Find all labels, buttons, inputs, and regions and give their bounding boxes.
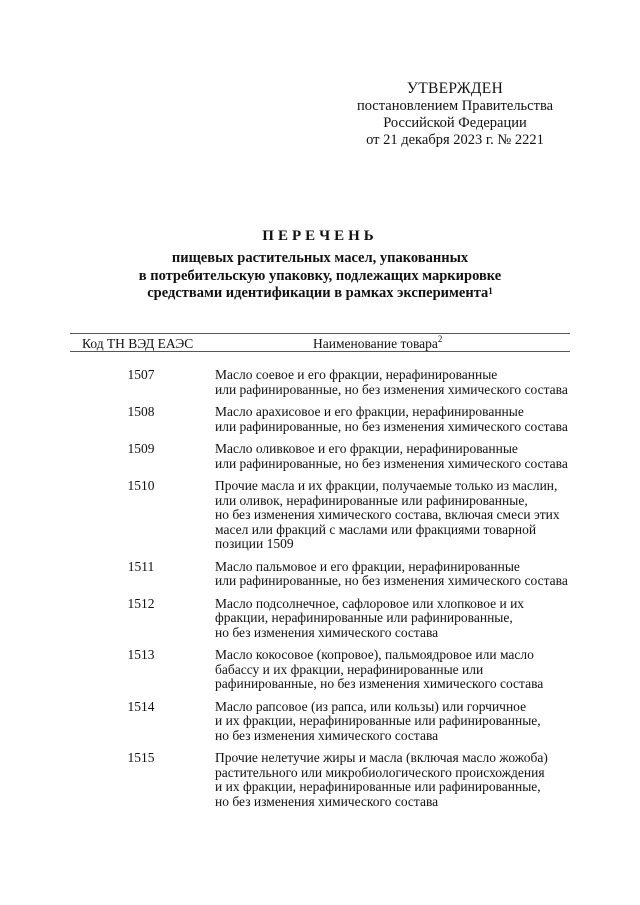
row-name: Масло подсолнечное, сафлоровое или хлопковое и их фракции, нерафинированные или рафинированные, но без изменения химического состава	[215, 595, 525, 640]
table-row	[70, 442, 570, 471]
table-row	[70, 479, 570, 552]
approval-line: постановлением Правительства	[356, 98, 554, 114]
table-row	[70, 405, 570, 434]
table-row	[70, 560, 570, 589]
approval-line: от 21 декабря 2023 г. № 2221	[366, 132, 544, 148]
row-name: Прочие нелетучие жиры и масла (включая масло жожоба) растительного или микробиологического происхождения и их фракции, нерафинированные или рафинированные, но без изменения химического состава	[215, 750, 548, 809]
header-code: Код ТН ВЭД ЕАЭС	[82, 336, 194, 351]
table-row	[70, 597, 570, 641]
footnote-marker: 1	[488, 286, 493, 296]
row-name: Масло соевое и его фракции, нерафинированные или рафинированные, но без изменения химического состава	[215, 367, 568, 397]
document-title: ПЕРЕЧЕНЬ	[262, 228, 378, 244]
row-name: Прочие масла и их фракции, получаемые только из маслин, или оливок, нерафинированные или рафинированные, но без изменения химического состава, включая смеси этих масел или фракций с маслами или фракциями товарной позиции 1509	[215, 478, 560, 551]
row-code: 1513	[127, 647, 155, 662]
row-code: 1512	[127, 595, 155, 611]
row-code: 1508	[127, 404, 155, 419]
table-row	[70, 751, 570, 809]
row-code: 1515	[127, 750, 155, 765]
row-name: Масло арахисовое и его фракции, нерафинированные или рафинированные, но без изменения химического состава	[215, 404, 568, 434]
subtitle-line: в потребительскую упаковку, подлежащих маркировке	[138, 267, 502, 284]
table-row	[70, 368, 570, 397]
table-body	[70, 368, 570, 817]
footnote-marker: 2	[437, 334, 443, 344]
approval-block	[330, 80, 580, 149]
table-row	[70, 700, 570, 744]
approval-line: Российской Федерации	[383, 115, 527, 131]
subtitle-line: средствами идентификации в рамках эксперимента$^1$	[147, 285, 493, 301]
document-subtitle	[60, 250, 580, 303]
row-code: 1510	[127, 478, 155, 493]
row-code: 1514	[127, 698, 155, 714]
table-rule-bottom	[70, 351, 570, 352]
approval-heading: УТВЕРЖДЕН	[406, 80, 504, 97]
table-rule-top	[70, 333, 570, 334]
table-row	[70, 648, 570, 692]
row-code: 1511	[127, 558, 155, 574]
row-name: Масло рапсовое (из рапса, или кользы) или горчичное и их фракции, нерафинированные или рафинированные, но без изменения химического состава	[215, 698, 541, 743]
row-name: Масло пальмовое и его фракции, нерафинированные или рафинированные, но без изменения химического состава	[215, 558, 568, 588]
row-code: 1507	[127, 367, 155, 382]
row-code: 1509	[127, 441, 155, 456]
row-name: Масло кокосовое (копровое), пальмоядровое или масло бабассу и их фракции, нерафинированные или рафинированные, но без изменения химического состава	[215, 647, 544, 691]
header-name: Наименование товара$^2$	[313, 334, 443, 351]
subtitle-line: пищевых растительных масел, упакованных	[171, 250, 469, 266]
row-name: Масло оливковое и его фракции, нерафинированные или рафинированные, но без изменения химического состава	[215, 441, 568, 471]
